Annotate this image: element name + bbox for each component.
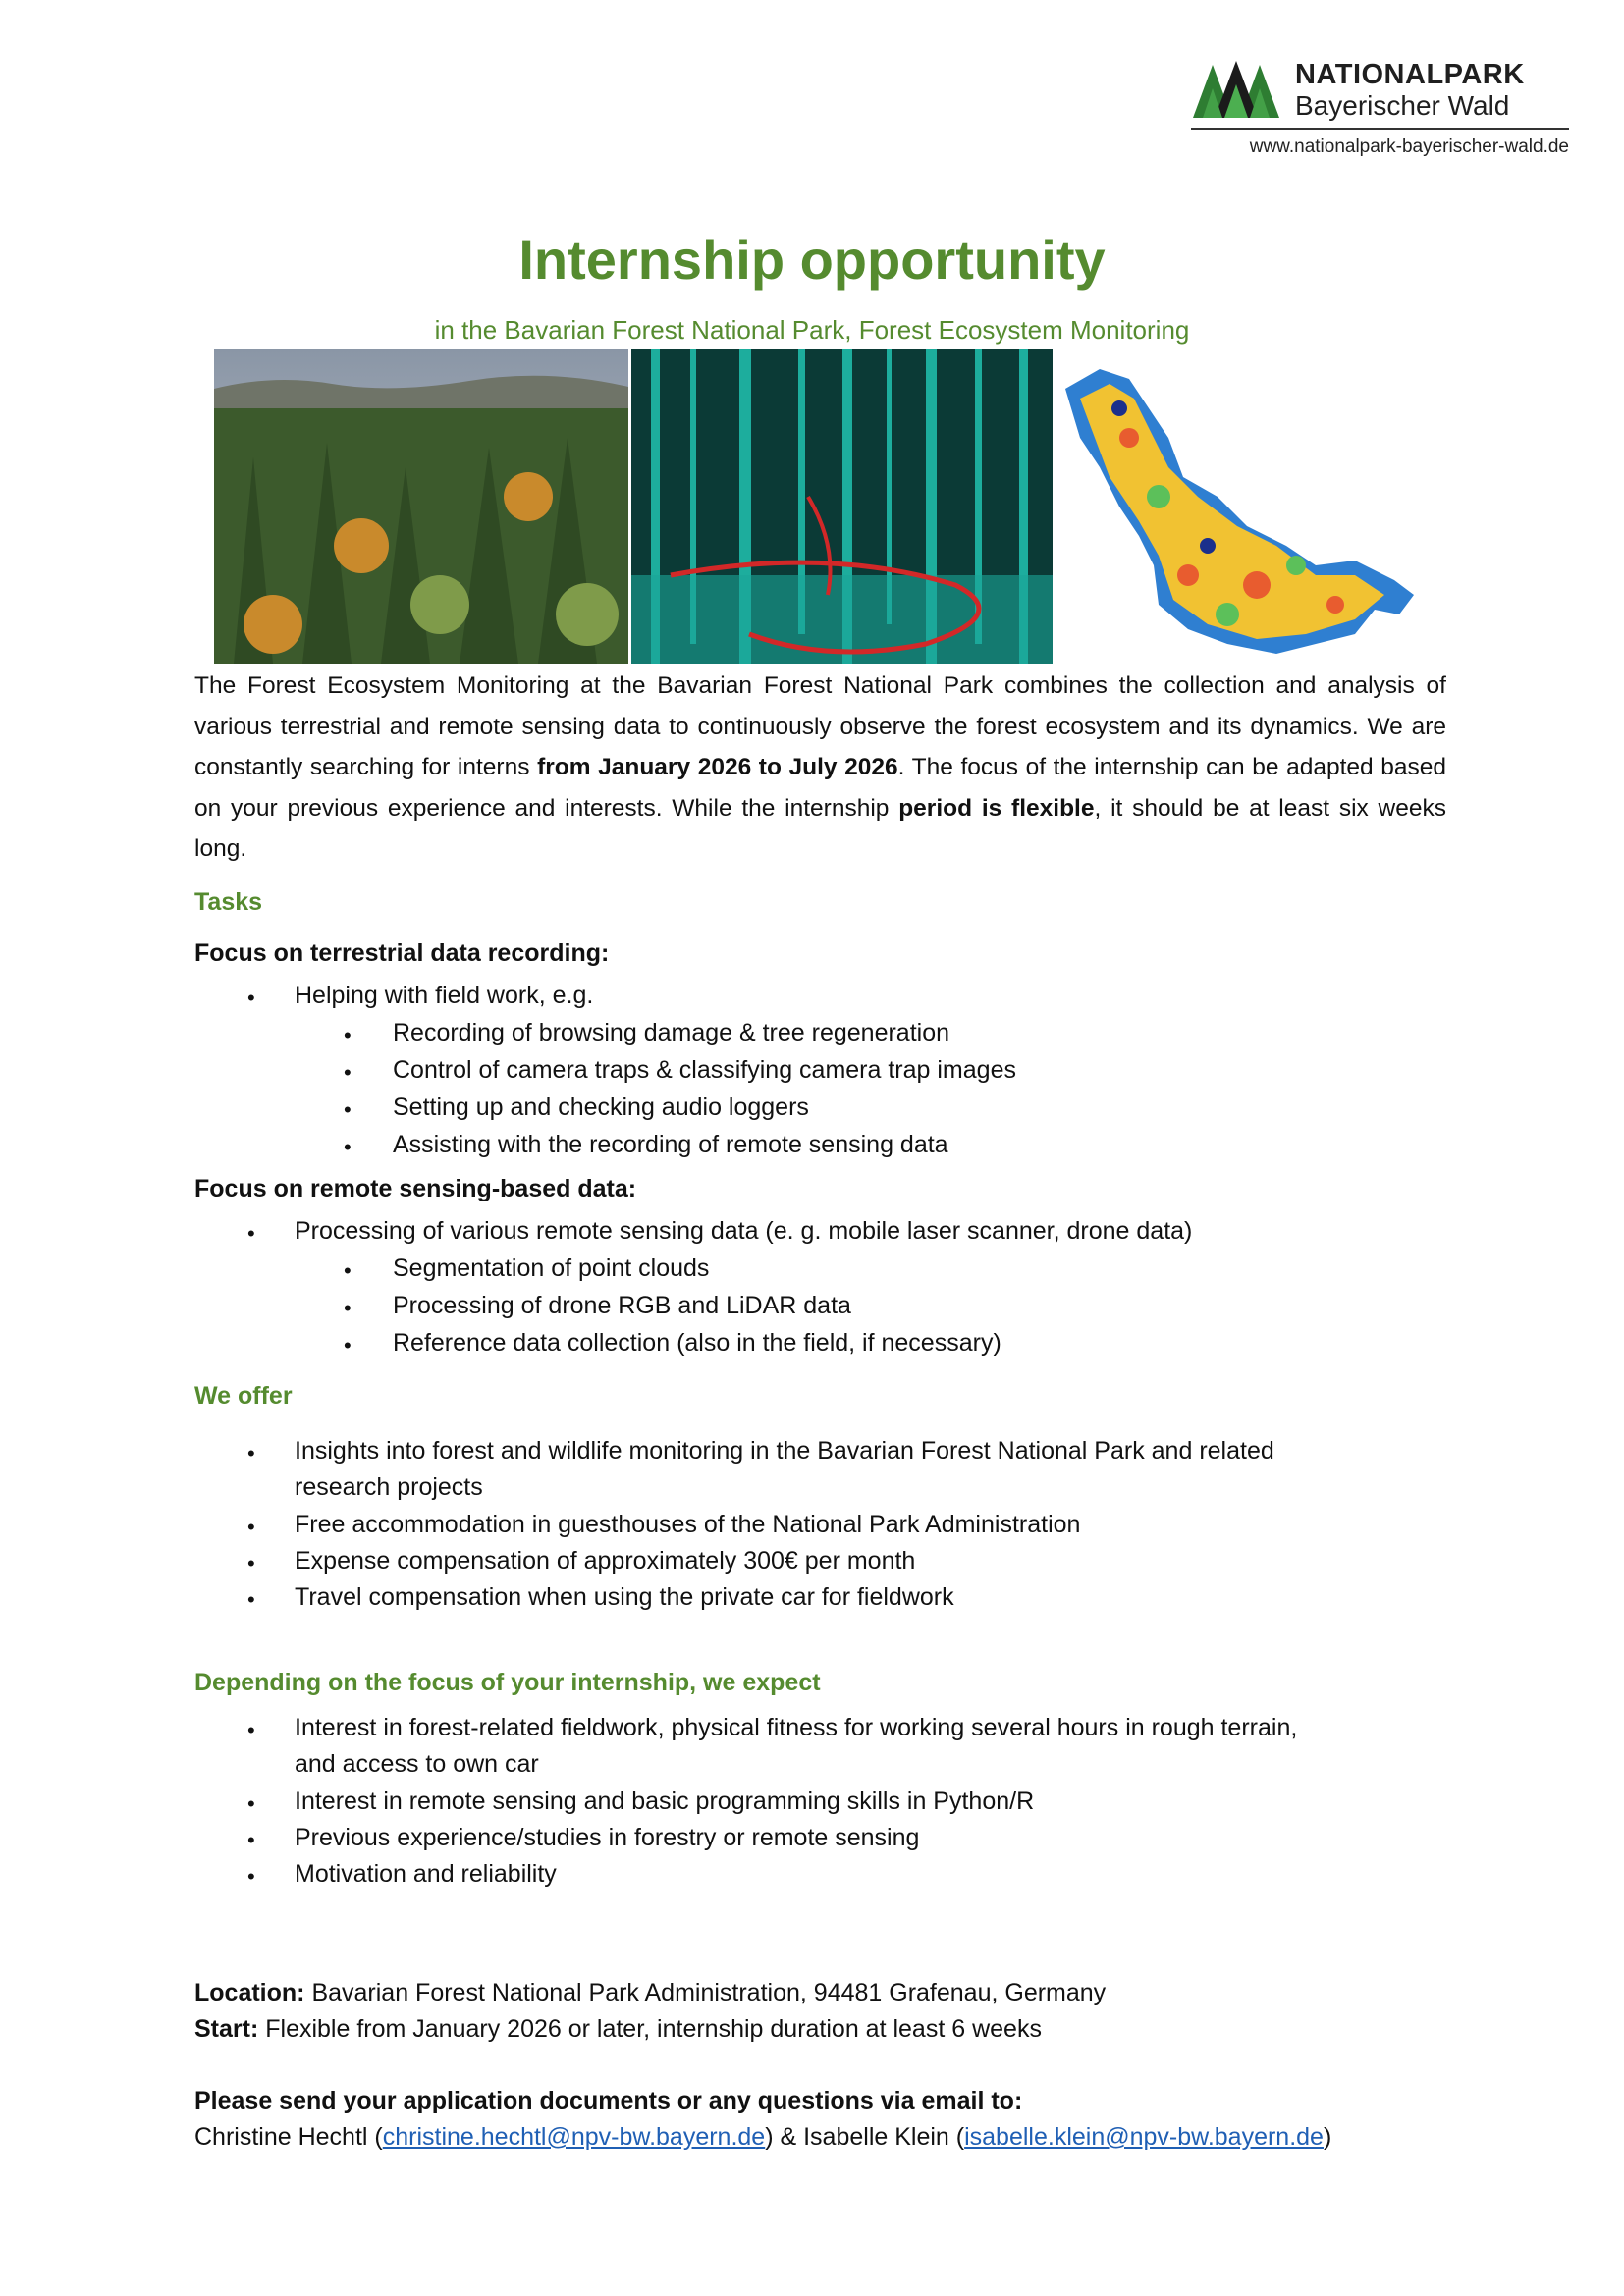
bullet: • [247,1718,255,1742]
list-item: Assisting with the recording of remote sensing data [393,1131,948,1158]
contact-end: ) [1323,2123,1332,2151]
start-label: Start: [194,2015,259,2043]
bullet: • [247,1551,255,1575]
list-item: Expense compensation of approximately 300€ per month [295,1547,916,1575]
location-line [194,1979,1106,2007]
logo-subtitle: Bayerischer Wald [1295,90,1510,121]
list-item: Segmentation of point clouds [393,1255,710,1282]
bullet: • [344,1097,352,1122]
bullet: • [344,1258,352,1283]
location-value: Bavarian Forest National Park Administration, 94481 Grafenau, Germany [304,1979,1107,2006]
list-item: Insights into forest and wildlife monitoring in the Bavarian Forest National Park and related [295,1437,1274,1465]
bullet: • [247,1864,255,1889]
contact-separator: ) & Isabelle Klein ( [765,2123,965,2151]
bullet: • [344,1135,352,1159]
tasks-heading: Tasks [194,888,263,916]
list-item-continuation: research projects [295,1473,483,1501]
logo-url[interactable]: www.nationalpark-bayerischer-wald.de [1249,136,1569,157]
bullet: • [344,1023,352,1047]
bullet: • [247,1441,255,1466]
list-item: Setting up and checking audio loggers [393,1094,809,1121]
location-label: Location: [194,1979,305,2006]
list-item: Interest in forest-related fieldwork, physical fitness for working several hours in rough terrain, [295,1714,1298,1741]
list-item: Recording of browsing damage & tree regeneration [393,1019,950,1046]
offer-heading: We offer [194,1382,293,1410]
bullet: • [247,1515,255,1539]
bullet: • [247,1791,255,1816]
list-item: Motivation and reliability [295,1860,557,1888]
list-item: Processing of various remote sensing data (e. g. mobile laser scanner, drone data) [295,1217,1193,1245]
remote-sensing-heading: Focus on remote sensing-based data: [194,1175,637,1202]
logo-title: NATIONALPARK [1295,59,1525,90]
forest-landscape-photo [214,349,628,664]
remote-sensing-map-image [1060,349,1421,664]
list-item: Travel compensation when using the private car for fieldwork [295,1583,954,1611]
park-logo-icon [1191,59,1281,120]
logo-divider [1191,128,1569,130]
list-item: Interest in remote sensing and basic programming skills in Python/R [295,1788,1035,1815]
start-value: Flexible from January 2026 or later, internship duration at least 6 weeks [258,2015,1042,2043]
photo-strip [214,349,1421,664]
intro-text-3: , it should be at least six weeks long. [194,794,1446,862]
intro-bold-period: period is flexible [898,794,1095,822]
list-item: Helping with field work, e.g. [295,982,594,1009]
lidar-point-cloud-image [631,349,1053,664]
contact1-name: Christine Hechtl ( [194,2123,383,2151]
list-item: Control of camera traps & classifying camera trap images [393,1056,1016,1084]
contact-heading [194,2087,1022,2115]
bullet: • [247,1221,255,1246]
intro-bold-dates: from January 2026 to July 2026 [537,754,898,780]
page-subtitle: in the Bavarian Forest National Park, Forest Ecosystem Monitoring [434,315,1190,345]
list-item: Previous experience/studies in forestry or remote sensing [295,1824,920,1851]
bullet: • [247,1587,255,1612]
list-item: Reference data collection (also in the field, if necessary) [393,1329,1001,1357]
list-item: Free accommodation in guesthouses of the National Park Administration [295,1511,1081,1538]
contact1-email-link[interactable]: christine.hechtl@npv-bw.bayern.de [382,2123,766,2151]
page-title: Internship opportunity [518,229,1106,291]
list-item: Processing of drone RGB and LiDAR data [393,1292,851,1319]
park-logo [1191,59,1569,167]
intro-text-1: The Forest Ecosystem Monitoring at the Bavarian Forest National Park combines the collection and analysis of various terrestrial and remote sensing data to continuously observe the forest ecosystem and its dynamics. We are constantly searching for interns [194,672,1446,780]
bullet: • [344,1333,352,1358]
contact-heading-text: Please send your application documents or any questions via email to: [194,2087,1023,2114]
bullet: • [247,986,255,1010]
start-line [194,2015,1042,2044]
terrestrial-heading: Focus on terrestrial data recording: [194,939,610,967]
contact-line [194,2123,1331,2152]
expect-heading: Depending on the focus of your internship, we expect [194,1669,821,1696]
bullet: • [247,1828,255,1852]
intro-paragraph [194,666,1446,870]
list-item-continuation: and access to own car [295,1750,539,1778]
bullet: • [344,1296,352,1320]
bullet: • [344,1060,352,1085]
contact2-email-link[interactable]: isabelle.klein@npv-bw.bayern.de [964,2123,1324,2151]
intro-text-2: . The focus of the internship can be adapted based on your previous experience and interests. While the internship [194,754,1446,822]
